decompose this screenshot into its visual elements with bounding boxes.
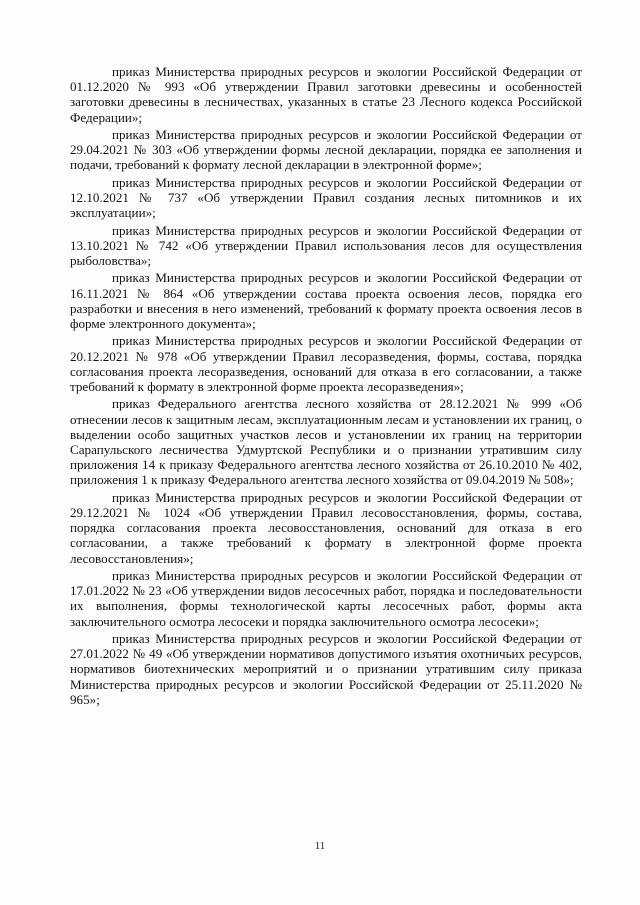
document-body [70, 64, 582, 709]
paragraph-order-742: приказ Министерства природных ресурсов и экологии Российской Федерации от 13.10.2021 № 742 «Об утверждении Правил использования лесов для осуществления рыболовства»; [70, 222, 582, 268]
paragraph-order-23: приказ Министерства природных ресурсов и экологии Российской Федерации от 17.01.2022 № 23 «Об утверждении видов лесосечных работ, порядка и последовательности их выполнения, формы технологической карты лесосечных работ, формы акта заключительного осмотра лесосеки и порядка заключительного осмотра лесосеки»; [70, 568, 582, 629]
paragraph-order-978: приказ Министерства природных ресурсов и экологии Российской Федерации от 20.12.2021 № 978 «Об утверждении Правил лесоразведения, формы, состава, порядка согласования проекта лесоразведения, оснований для отказа в его согласовании, а также требований к формату в электронной форме проекта лесоразведения»; [70, 333, 582, 394]
paragraph-order-999: приказ Федерального агентства лесного хозяйства от 28.12.2021 № 999 «Об отнесении лесов к защитным лесам, эксплуатационным лесам и установлении их границ, о выделении особо защитных участков лесов и установлении их границ на территории Сарапульского лесничества Удмуртской Республики и о признании утратившим силу приложения 14 к приказу Федерального агентства лесного хозяйства от 26.10.2010 № 402, приложения 1 к приказу Федерального агентства лесного хозяйства от 09.04.2019 № 508»; [70, 396, 582, 488]
paragraph-order-737: приказ Министерства природных ресурсов и экологии Российской Федерации от 12.10.2021 № 737 «Об утверждении Правил создания лесных питомников и их эксплуатации»; [70, 174, 582, 221]
paragraph-order-993: приказ Министерства природных ресурсов и экологии Российской Федерации от 01.12.2020 № 993 «Об утверждении Правил заготовки древесины и особенностей заготовки древесины в лесничествах, указанных в статье 23 Лесного кодекса Российской Федерации»; [70, 64, 582, 125]
paragraph-order-303: приказ Министерства природных ресурсов и экологии Российской Федерации от 29.04.2021 № 303 «Об утверждении формы лесной декларации, порядка ее заполнения и подачи, требований к формату лесной декларации в электронной форме»; [70, 127, 582, 173]
paragraph-order-1024: приказ Министерства природных ресурсов и экологии Российской Федерации от 29.12.2021 № 1024 «Об утверждении Правил лесовосстановления, формы, состава, порядка согласования проекта лесовосстановления, оснований для отказа в его согласовании, а также требований к формату в электронной форме проекта лесовосстановления»; [70, 489, 582, 566]
paragraph-order-864: приказ Министерства природных ресурсов и экологии Российской Федерации от 16.11.2021 № 864 «Об утверждении состава проекта освоения лесов, порядка его разработки и внесения в него изменений, требований к формату проекта освоения лесов в форме электронного документа»; [70, 270, 582, 331]
page-number: 11 [314, 840, 326, 852]
paragraph-order-49: приказ Министерства природных ресурсов и экологии Российской Федерации от 27.01.2022 № 49 «Об утверждении нормативов допустимого изъятия охотничьих ресурсов, нормативов биотехнических мероприятий и о признании утратившим силу приказа Министерства природных ресурсов и экологии Российской Федерации от 25.11.2020 № 965»; [70, 631, 582, 707]
